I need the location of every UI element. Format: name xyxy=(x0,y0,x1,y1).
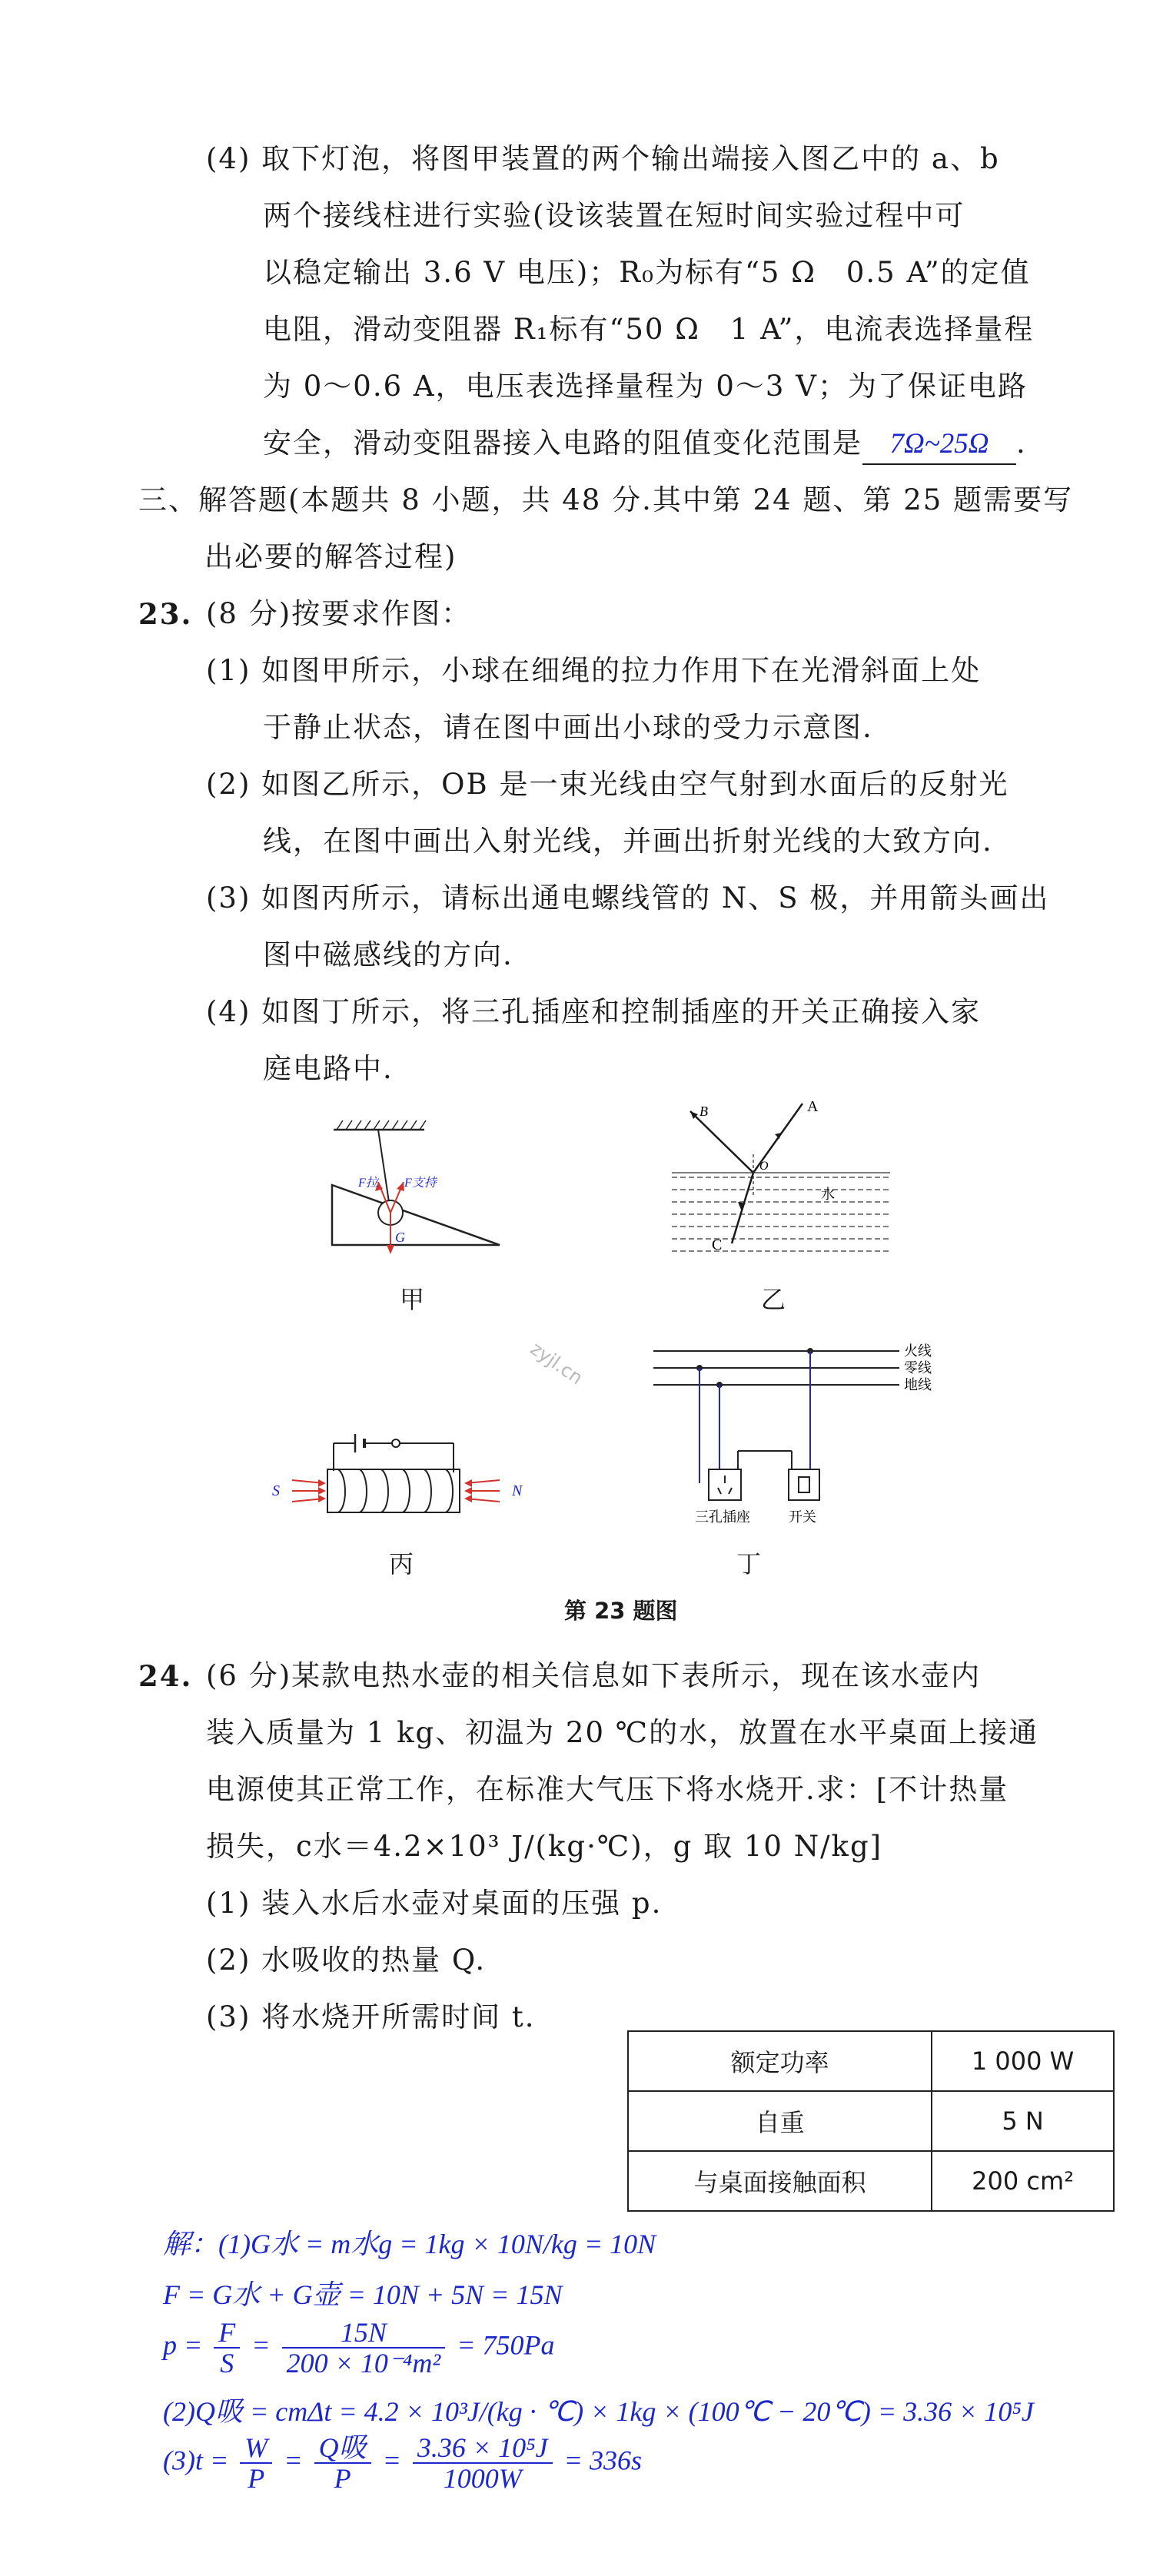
fraction-f-over-s xyxy=(214,2318,240,2378)
section3-heading-cont: 出必要的解答过程) xyxy=(204,540,457,573)
solution-p-result: = 750Pa xyxy=(457,2329,555,2361)
reflected-ray xyxy=(690,1111,753,1173)
table-cell-value: 1 000 W xyxy=(932,2031,1114,2091)
fraction-w-over-p xyxy=(240,2433,272,2493)
q22-4-line5: 为 0～0.6 A，电压表选择量程为 0～3 V；为了保证电路 xyxy=(263,370,1028,403)
q22-4-line1: (4) 取下灯泡，将图甲装置的两个输出端接入图乙中的 a、b xyxy=(206,142,1000,175)
label-g: G xyxy=(395,1230,405,1245)
q22-4-line6 xyxy=(263,424,1027,465)
solution-line5 xyxy=(163,2433,642,2493)
figure-ding xyxy=(646,1337,953,1537)
q22-4-line6-end: . xyxy=(1016,427,1027,460)
table-row xyxy=(628,2031,1114,2091)
table-cell-value: 5 N xyxy=(932,2091,1114,2151)
label-f-normal: F支持 xyxy=(404,1177,437,1190)
label-water: 水 xyxy=(821,1187,835,1203)
q22-4-line4: 电阻，滑动变阻器 R₁标有“50 Ω 1 A”，电流表选择量程 xyxy=(263,313,1035,346)
label-n: N xyxy=(512,1482,523,1499)
solution-t-lhs: (3)t = xyxy=(163,2445,229,2476)
solution-p-lhs: p = xyxy=(163,2329,203,2361)
label-live: 火线 xyxy=(904,1343,932,1359)
table-row xyxy=(628,2091,1114,2151)
arrowhead-r3 xyxy=(464,1495,472,1502)
solenoid-core xyxy=(327,1469,460,1512)
arrowhead-l1 xyxy=(318,1479,326,1487)
label-a: A xyxy=(807,1098,819,1115)
q22-4-line2: 两个接线柱进行实验(设该装置在短时间实验过程中可 xyxy=(263,199,965,232)
caption-jia: 甲 xyxy=(400,1285,425,1314)
fraction-denominator: P xyxy=(248,2463,265,2494)
switch-contact xyxy=(392,1439,400,1447)
label-neutral: 零线 xyxy=(904,1360,932,1376)
label-switch: 开关 xyxy=(789,1509,816,1525)
fraction-numerator: 3.36 × 10⁵J xyxy=(413,2433,553,2464)
switch-box xyxy=(789,1469,819,1500)
q24-line1: (6 分)某款电热水壶的相关信息如下表所示，现在该水壶内 xyxy=(206,1659,982,1692)
figure-bing xyxy=(261,1422,553,1537)
kettle-info-table xyxy=(627,2030,1115,2212)
solution-line4: (2)Q吸 = cmΔt = 4.2 × 10³J/(kg · ℃) × 1kg × (100℃ − 20℃) = 3.36 × 10⁵J xyxy=(163,2396,1034,2427)
rope xyxy=(378,1130,389,1202)
label-s: S xyxy=(272,1482,280,1499)
label-f-tension: F拉 xyxy=(358,1177,378,1190)
q23-p2b: 线，在图中画出入射光线，并画出折射光线的大致方向. xyxy=(263,825,993,858)
section3-heading: 三、解答题(本题共 8 小题，共 48 分.其中第 24 题、第 25 题需要写 xyxy=(138,483,1074,516)
table-cell-label: 与桌面接触面积 xyxy=(628,2151,932,2211)
q24-sub3: (3) 将水烧开所需时间 t. xyxy=(206,2000,536,2033)
solution-line2: F = G水 + G壶 = 10N + 5N = 15N xyxy=(163,2279,563,2310)
fraction-denominator: 200 × 10⁻⁴m² xyxy=(286,2348,441,2378)
fraction-15n-over-area xyxy=(282,2318,446,2378)
arrowhead-l3 xyxy=(318,1495,326,1502)
q23-p4a: (4) 如图丁所示，将三孔插座和控制插座的开关正确接入家 xyxy=(206,995,982,1028)
solution-line1: 解：(1)G水 = m水g = 1kg × 10N/kg = 10N xyxy=(163,2229,656,2259)
q24-sub2: (2) 水吸收的热量 Q. xyxy=(206,1944,487,1977)
fraction-q-over-p xyxy=(314,2433,371,2493)
ceiling-hatch xyxy=(337,1120,426,1130)
watermark: zyjl.cn xyxy=(526,1337,587,1389)
label-b: B xyxy=(699,1104,708,1119)
table-cell-label: 自重 xyxy=(628,2091,932,2151)
q24-line3: 电源使其正常工作，在标准大气压下将水烧开.求：[不计热量 xyxy=(206,1773,1009,1806)
equals-sign: = xyxy=(382,2445,401,2476)
fraction-value xyxy=(413,2433,553,2493)
caption-bing: 丙 xyxy=(389,1549,414,1578)
q24-number: 24. xyxy=(138,1659,193,1693)
caption-yi: 乙 xyxy=(761,1285,786,1314)
q22-4-line3: 以稳定输出 3.6 V 电压)；R₀为标有“5 Ω 0.5 A”的定值 xyxy=(263,256,1031,289)
solenoid-coil xyxy=(338,1469,453,1512)
q23-p4b: 庭电路中. xyxy=(263,1052,394,1085)
water-surface xyxy=(672,1173,890,1251)
solution-t-result: = 336s xyxy=(563,2445,642,2476)
label-o: O xyxy=(759,1160,769,1173)
table-row xyxy=(628,2151,1114,2211)
fraction-numerator: 15N xyxy=(282,2318,446,2349)
q23-p2a: (2) 如图乙所示，OB 是一束光线由空气射到水面后的反射光 xyxy=(206,768,1009,801)
caption-ding: 丁 xyxy=(736,1549,762,1578)
figure-jia xyxy=(323,1114,515,1276)
q22-4-line6-text: 安全，滑动变阻器接入电路的阻值变化范围是 xyxy=(263,427,862,460)
figure-title: 第 23 题图 xyxy=(564,1598,678,1624)
incline xyxy=(332,1185,500,1245)
label-earth: 地线 xyxy=(904,1377,932,1393)
gravity-arrowhead xyxy=(387,1245,394,1254)
refracted-ray xyxy=(732,1173,753,1243)
q22-4-answer: 7Ω~25Ω xyxy=(862,425,1016,465)
table-cell-label: 额定功率 xyxy=(628,2031,932,2091)
fraction-denominator: 1000W xyxy=(443,2463,522,2494)
q24-line4: 损失，c水＝4.2×10³ J/(kg·℃)，g 取 10 N/kg] xyxy=(206,1830,883,1863)
fraction-denominator: P xyxy=(334,2463,351,2494)
arrowhead-r1 xyxy=(464,1479,472,1487)
q23-head: (8 分)按要求作图： xyxy=(206,597,472,630)
solution-line3 xyxy=(163,2318,555,2378)
label-socket: 三孔插座 xyxy=(695,1509,750,1525)
q23-p3b: 图中磁感线的方向. xyxy=(263,938,513,971)
q23-number: 23. xyxy=(138,597,193,631)
q24-line2: 装入质量为 1 kg、初温为 20 ℃的水，放置在水平桌面上接通 xyxy=(206,1716,1039,1749)
equals-sign: = xyxy=(251,2329,271,2361)
fraction-numerator: Q吸 xyxy=(314,2433,371,2464)
fraction-numerator: F xyxy=(214,2318,240,2349)
figure-yi xyxy=(667,1093,898,1270)
fraction-numerator: W xyxy=(240,2433,272,2464)
q23-p1a: (1) 如图甲所示，小球在细绳的拉力作用下在光滑斜面上处 xyxy=(206,654,982,687)
table-cell-value: 200 cm² xyxy=(932,2151,1114,2211)
three-pin-socket xyxy=(709,1469,741,1500)
arrowhead-l2 xyxy=(318,1487,326,1495)
arrowhead-r2 xyxy=(464,1487,472,1495)
normal-arrowhead xyxy=(397,1182,404,1191)
q23-p3a: (3) 如图丙所示，请标出通电螺线管的 N、S 极，并用箭头画出 xyxy=(206,881,1050,915)
label-c: C xyxy=(712,1237,723,1253)
equals-sign: = xyxy=(284,2445,303,2476)
q23-p1b: 于静止状态，请在图中画出小球的受力示意图. xyxy=(263,711,873,744)
q24-sub1: (1) 装入水后水壶对桌面的压强 p. xyxy=(206,1887,663,1920)
fraction-denominator: S xyxy=(220,2348,234,2378)
